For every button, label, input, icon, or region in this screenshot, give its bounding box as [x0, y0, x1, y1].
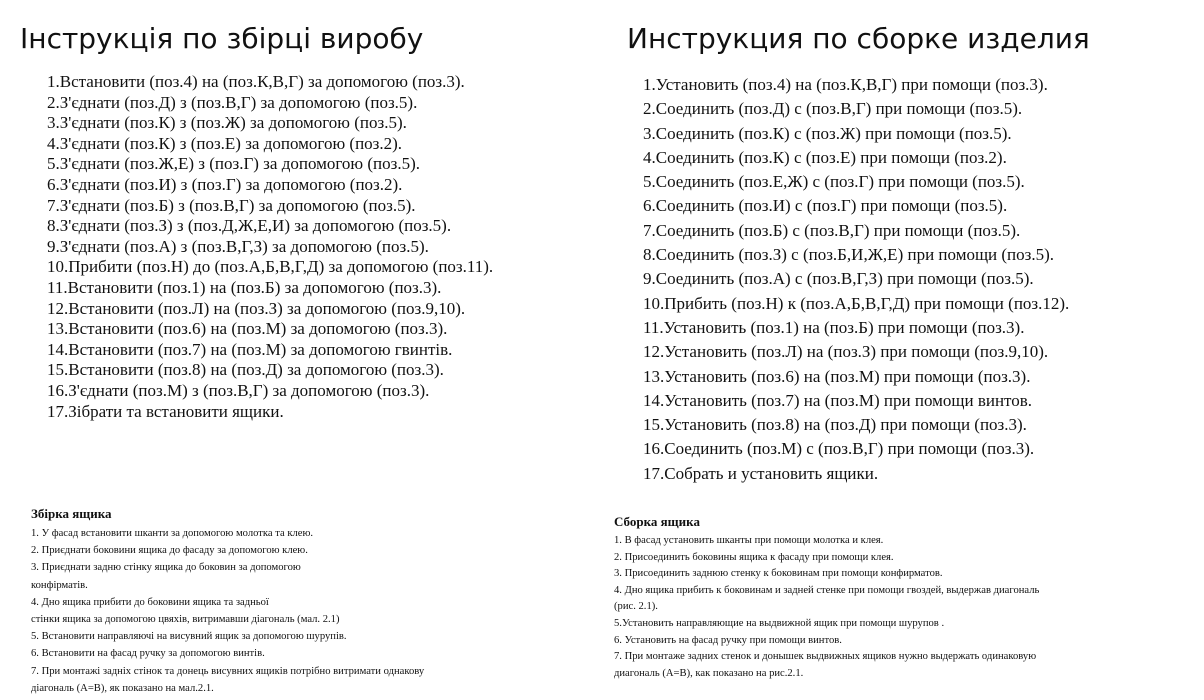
drawer-step-ua: стінки ящика за допомогою цвяхів, витримавши діагональ (мал. 2.1): [31, 614, 340, 626]
step-ru: 10.Прибить (поз.Н) к (поз.А,Б,В,Г,Д) при помощи (поз.12).: [643, 293, 1070, 313]
drawer-step-ru: 4. Дно ящика прибить к боковинам и задней стенке при помощи гвоздей, выдержав диагональ: [614, 584, 1040, 596]
step-ru: 4.Соединить (поз.К) с (поз.Е) при помощи (поз.2).: [643, 147, 1007, 167]
step-ua: 7.З'єднати (поз.Б) з (поз.В,Г) за допомогою (поз.5).: [47, 195, 416, 215]
step-ua: 10.Прибити (поз.Н) до (поз.А,Б,В,Г,Д) за допомогою (поз.11).: [47, 257, 494, 277]
drawer-step-ru: 1. В фасад установить шканты при помощи молотка и клея.: [614, 535, 884, 546]
step-ru: 1.Установить (поз.4) на (поз.К,В,Г) при помощи (поз.3).: [643, 75, 1048, 94]
drawer-step-ru: 6. Установить на фасад ручку при помощи винтов.: [614, 634, 842, 646]
step-ua: 3.З'єднати (поз.К) з (поз.Ж) за допомогою (поз.5).: [47, 113, 407, 133]
drawer-step-ua: 6. Встановити на фасад ручку за допомогою винтів.: [31, 648, 265, 660]
drawer-step-ru: 2. Присоединить боковины ящика к фасаду при помощи клея.: [614, 551, 894, 563]
drawer-step-ua: діагональ (А=В), як показано на мал.2.1.: [31, 682, 214, 694]
drawer-assembly-list-ru: [614, 533, 1039, 682]
step-ru: 17.Собрать и установить ящики.: [643, 463, 879, 483]
drawer-assembly-title-ua: Збірка ящика: [31, 506, 112, 521]
step-ru: 9.Соединить (поз.А) с (поз.В,Г,З) при помощи (поз.5).: [643, 269, 1034, 289]
step-ua: 14.Встановити (поз.7) на (поз.М) за допомогою гвинтів.: [47, 339, 453, 359]
step-ua: 8.З'єднати (поз.З) з (поз.Д,Ж,Е,И) за допомогою (поз.5).: [47, 216, 452, 236]
step-ua: 5.З'єднати (поз.Ж,Е) з (поз.Г) за допомогою (поз.5).: [47, 154, 421, 174]
assembly-steps-ru: [643, 73, 1069, 486]
drawer-assembly-ru: [614, 514, 1039, 682]
step-ru: 16.Соединить (поз.М) с (поз.В,Г) при помощи (поз.3).: [643, 439, 1035, 459]
step-ua: 17.Зібрати та встановити ящики.: [47, 401, 284, 421]
step-ru: 6.Соединить (поз.И) с (поз.Г) при помощи (поз.5).: [643, 196, 1008, 216]
drawer-step-ua: 1. У фасад встановити шканти за допомогою молотка та клею.: [31, 528, 314, 539]
drawer-step-ua: 3. Приєднати задню стінку ящика до боковин за допомогою: [31, 562, 301, 574]
drawer-assembly-list-ua: [31, 525, 424, 697]
drawer-step-ru: 5.Установить направляющие на выдвижной ящик при помощи шурупов .: [614, 617, 945, 629]
step-ua: 11.Встановити (поз.1) на (поз.Б) за допомогою (поз.3).: [47, 277, 442, 297]
step-ru: 5.Соединить (поз.Е,Ж) с (поз.Г) при помощи (поз.5).: [643, 172, 1025, 192]
step-ua: 13.Встановити (поз.6) на (поз.М) за допомогою (поз.3).: [47, 319, 448, 339]
drawer-step-ua: конфірматів.: [31, 579, 88, 591]
step-ru: 7.Соединить (поз.Б) с (поз.В,Г) при помощи (поз.5).: [643, 220, 1021, 240]
assembly-steps-ua: [47, 72, 493, 422]
step-ru: 13.Установить (поз.6) на (поз.М) при помощи (поз.3).: [643, 366, 1031, 386]
step-ua: 15.Встановити (поз.8) на (поз.Д) за допомогою (поз.3).: [47, 360, 444, 380]
step-ru: 14.Установить (поз.7) на (поз.М) при помощи винтов.: [643, 390, 1033, 410]
drawer-step-ua: 4. Дно ящика прибити до боковини ящика та задньої: [31, 596, 269, 608]
step-ru: 8.Соединить (поз.З) с (поз.Б,И,Ж,Е) при помощи (поз.5).: [643, 245, 1055, 265]
step-ru: 15.Установить (поз.8) на (поз.Д) при помощи (поз.3).: [643, 415, 1027, 435]
step-ru: 11.Установить (поз.1) на (поз.Б) при помощи (поз.3).: [643, 317, 1025, 337]
drawer-step-ua: 2. Приєднати боковини ящика до фасаду за допомогою клею.: [31, 545, 308, 557]
step-ua: 12.Встановити (поз.Л) на (поз.З) за допомогою (поз.9,10).: [47, 298, 466, 318]
title-ru: Инструкция по сборке изделия: [627, 22, 1090, 55]
drawer-step-ru: (рис. 2.1).: [614, 601, 658, 613]
drawer-step-ua: 5. Встановити направляючі на висувний ящик за допомогою шурупів.: [31, 631, 347, 643]
drawer-step-ru: диагональ (А=В), как показано на рис.2.1.: [614, 667, 804, 679]
drawer-step-ru: 3. Присоединить заднюю стенку к боковинам при помощи конфирматов.: [614, 568, 943, 580]
drawer-step-ua: 7. При монтажі задніх стінок та донець висувних ящиків потрібно витримати однакову: [31, 665, 425, 677]
step-ua: 6.З'єднати (поз.И) з (поз.Г) за допомогою (поз.2).: [47, 174, 403, 194]
step-ua: 1.Встановити (поз.4) на (поз.К,В,Г) за допомогою (поз.3).: [47, 72, 465, 91]
step-ru: 12.Установить (поз.Л) на (поз.З) при помощи (поз.9,10).: [643, 342, 1049, 362]
drawer-assembly-ua: [31, 506, 424, 697]
drawer-step-ru: 7. При монтаже задних стенок и донышек выдвижных ящиков нужно выдержать одинаковую: [614, 651, 1037, 663]
step-ru: 2.Соединить (поз.Д) с (поз.В,Г) при помощи (поз.5).: [643, 99, 1023, 119]
step-ua: 4.З'єднати (поз.К) з (поз.Е) за допомогою (поз.2).: [47, 133, 403, 153]
drawer-assembly-title-ru: Сборка ящика: [614, 514, 700, 529]
step-ua: 2.З'єднати (поз.Д) з (поз.В,Г) за допомогою (поз.5).: [47, 92, 418, 112]
step-ua: 9.З'єднати (поз.А) з (поз.В,Г,З) за допомогою (поз.5).: [47, 236, 429, 256]
step-ua: 16.З'єднати (поз.М) з (поз.В,Г) за допомогою (поз.3).: [47, 380, 430, 400]
step-ru: 3.Соединить (поз.К) с (поз.Ж) при помощи (поз.5).: [643, 123, 1012, 143]
title-ua: Інструкція по збірці виробу: [20, 22, 424, 55]
